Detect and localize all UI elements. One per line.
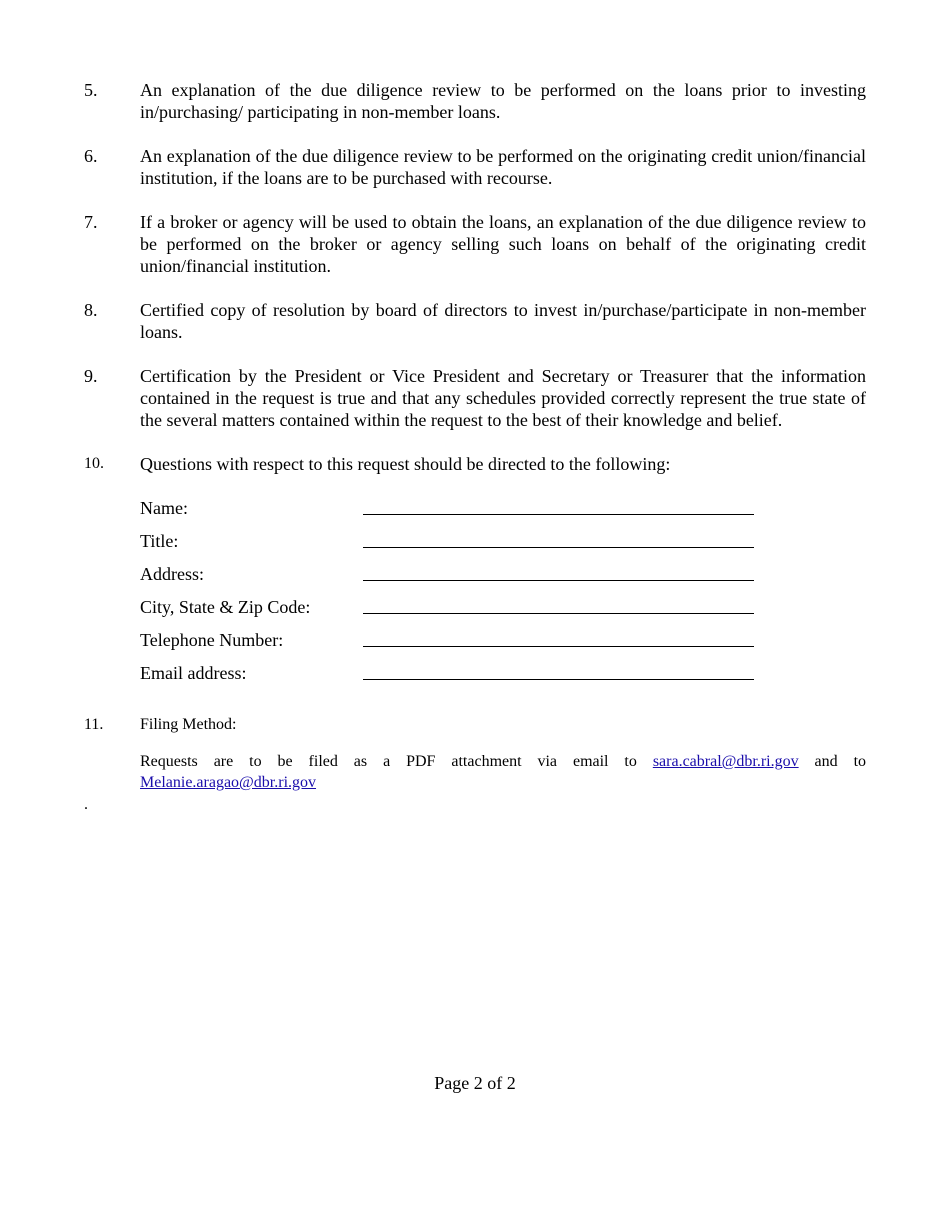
- contact-name-row: [140, 497, 756, 519]
- item-number: 8.: [84, 300, 98, 320]
- item-number: 9.: [84, 366, 98, 386]
- filing-instructions: [140, 751, 866, 793]
- contact-telephone-row: [140, 629, 756, 651]
- list-item-5: [84, 79, 866, 123]
- email-link-sara[interactable]: sara.cabral@dbr.ri.gov: [652, 753, 799, 770]
- field-label: Title:: [140, 531, 179, 551]
- city-blank-line[interactable]: [363, 613, 754, 614]
- item-number: 11.: [84, 716, 104, 733]
- contact-address-row: [140, 563, 756, 585]
- list-item-9: [84, 365, 866, 431]
- item-text: Certification by the President or Vice President and Secretary or Treasurer that the information contained in the request is true and that any schedules provided correctly represent the true state of the several matters contained within the request to the best of their knowledge and belief.: [140, 366, 866, 430]
- contact-email-row: [140, 662, 756, 684]
- list-item-6: [84, 145, 866, 189]
- filing-text-between: and to: [798, 753, 867, 770]
- item-text: Questions with respect to this request should be directed to the following:: [140, 454, 671, 474]
- item-number: 7.: [84, 212, 98, 232]
- item-text: An explanation of the due diligence review to be performed on the originating credit union/financial institution, if the loans are to be purchased with recourse.: [140, 146, 866, 188]
- field-label: Name:: [140, 498, 188, 518]
- field-label: Telephone Number:: [140, 630, 284, 650]
- list-item-7: [84, 211, 866, 277]
- stray-period: .: [84, 796, 88, 813]
- list-item-11: [84, 714, 866, 736]
- item-number: 6.: [84, 146, 98, 166]
- page-number: Page 2 of 2: [434, 1073, 516, 1093]
- contact-title-row: [140, 530, 756, 552]
- list-item-10: [84, 453, 866, 475]
- contact-city-row: [140, 596, 756, 618]
- telephone-blank-line[interactable]: [363, 646, 754, 647]
- item-number: 5.: [84, 80, 98, 100]
- address-blank-line[interactable]: [363, 580, 754, 581]
- item-number: 10.: [84, 455, 104, 472]
- item-text: Certified copy of resolution by board of directors to invest in/purchase/participate in non-member loans.: [140, 300, 866, 342]
- field-label: Address:: [140, 564, 204, 584]
- email-blank-line[interactable]: [363, 679, 754, 680]
- item-text: An explanation of the due diligence review to be performed on the loans prior to investing in/purchasing/ participating in non-member loans.: [140, 80, 866, 122]
- filing-text-before: Requests are to be filed as a PDF attachment via email to: [140, 753, 653, 770]
- list-item-8: [84, 299, 866, 343]
- item-text: If a broker or agency will be used to obtain the loans, an explanation of the due diligence review to be performed on the broker or agency selling such loans on behalf of the originating credit union/financial institution.: [140, 212, 866, 276]
- filing-method-label: Filing Method:: [140, 716, 237, 733]
- title-blank-line[interactable]: [363, 547, 754, 548]
- name-blank-line[interactable]: [363, 514, 754, 515]
- email-link-melanie[interactable]: Melanie.aragao@dbr.ri.gov: [140, 774, 317, 791]
- field-label: City, State & Zip Code:: [140, 597, 311, 617]
- field-label: Email address:: [140, 663, 247, 683]
